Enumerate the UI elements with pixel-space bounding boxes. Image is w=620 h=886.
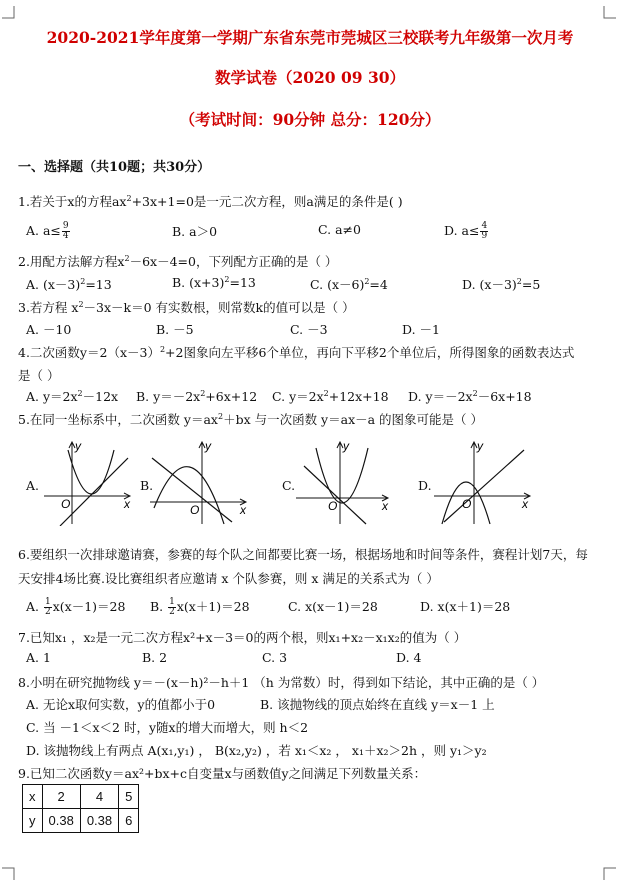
table-cell: 5 — [119, 785, 139, 809]
corner-mark-top-right — [602, 6, 616, 20]
axis-y-label: y — [75, 439, 81, 453]
q8-option-c: C. 当 －1＜x＜2 时，y随x的增大而增大，则 h＜2 — [26, 720, 309, 735]
axis-x-label: x — [240, 503, 246, 517]
question-7-stem: 7.已知x₁ ，x₂是一元二次方程x²+x－3＝0的两个根，则x₁+x₂－x₁x₂的值为（ ） — [18, 630, 467, 645]
table-row — [23, 785, 139, 809]
table-cell: 0.38 — [42, 809, 80, 833]
q6-option-d: D. x(x＋1)＝28 — [420, 599, 511, 614]
q1-option-d: D. a≤ $\frac{4}{9}$ — [444, 221, 488, 241]
question-2-stem: 2.用配方法解方程$x^2-6x-4=0$，下列配方正确的是（ ） — [18, 254, 338, 269]
corner-mark-bottom-left — [2, 866, 16, 880]
table-cell: 6 — [119, 809, 139, 833]
origin-label: O — [462, 497, 472, 511]
q3-option-b: B. －5 — [156, 322, 194, 337]
q3-option-a: A. －10 — [26, 322, 72, 337]
q6-option-b: B. $\frac{1}{2}$ x(x＋1)＝28 — [150, 597, 250, 617]
q8-option-d: D. 该抛物线上有两点 A(x₁,y₁) ， B(x₂,y₂) ，若 x₁＜x₂ ， x₁＋x₂＞2h ，则 y₁＞y₂ — [26, 743, 487, 758]
q5-option-d-label: D. — [418, 478, 432, 493]
table-cell: 4 — [80, 785, 118, 809]
question-8-stem: 8.小明在研究抛物线 y＝－(x－h)²－h＋1 （h 为常数）时，得到如下结论，其中正确的是（ ） — [18, 675, 545, 690]
q3-option-d: D. －1 — [402, 322, 440, 337]
corner-mark-top-left — [2, 6, 16, 20]
q1-option-a: A. a≤ $\frac{9}{4}$ — [26, 221, 69, 241]
q5-option-b-label: B. — [140, 478, 154, 493]
q5-option-c-label: C. — [282, 478, 296, 493]
origin-label: O — [190, 503, 200, 517]
q5-graph-c — [296, 438, 392, 526]
q2-option-b: B. $(x+3)^2=13$ — [172, 275, 256, 290]
q1-option-b: B. a＞0 — [172, 224, 218, 239]
table-cell: x — [23, 785, 43, 809]
axis-x-label: x — [522, 497, 528, 511]
origin-label: O — [61, 497, 71, 511]
question-5-stem: 5.在同一坐标系中，二次函数 $y=ax^2+bx$ 与一次函数 y＝ax－a 的图象可能是（ ） — [18, 412, 484, 427]
section-heading: 一、选择题（共10题；共30分） — [18, 160, 211, 175]
question-9-stem: 9.已知二次函数y＝ax²+bx+c自变量x与函数值y之间满足下列数量关系： — [18, 766, 427, 781]
axis-x-label: x — [382, 499, 388, 513]
q4-option-a: A. $y=2x^2-12x$ — [26, 389, 119, 404]
question-3-stem: 3.若方程 $x^2-3x-k=0$ 有实数根，则常数k的值可以是（ ） — [18, 300, 355, 315]
q5-graph-b — [150, 438, 250, 526]
q4-option-c: C. $y=2x^2+12x+18$ — [272, 389, 389, 404]
axis-y-label: y — [477, 439, 483, 453]
q8-option-a: A. 无论x取何实数，y的值都小于0 — [26, 697, 216, 712]
axis-y-label: y — [343, 439, 349, 453]
q2-option-d: D. $(x-3)^2=5$ — [462, 277, 541, 292]
q3-option-c: C. －3 — [290, 322, 328, 337]
q2-option-a: A. $(x-3)^2=13$ — [26, 277, 112, 292]
question-6-stem-line1: 6.要组织一次排球邀请赛，参赛的每个队之间都要比赛一场，根据场地和时间等条件，赛程计划7天，每 — [18, 547, 588, 562]
q5-graph-a — [44, 438, 134, 526]
question-4-stem: 4.二次函数$y=2(x-3)^2+2$图象向左平移6个单位，再向下平移2个单位后，所得图象的函数表达式 — [18, 345, 575, 360]
origin-label: O — [328, 499, 338, 513]
exam-time-score: （考试时间：90分钟 总分：120分） — [179, 110, 441, 129]
q7-option-d: D. 4 — [396, 650, 422, 665]
q8-option-b: B. 该抛物线的顶点始终在直线 y＝x－1 上 — [260, 697, 495, 712]
q1-option-c: C. a≠0 — [318, 222, 361, 237]
q6-option-a: A. $\frac{1}{2}$ x(x－1)＝28 — [26, 597, 126, 617]
q9-value-table — [22, 784, 139, 833]
q5-graph-d — [434, 438, 534, 526]
table-cell: y — [23, 809, 43, 833]
q7-option-b: B. 2 — [142, 650, 168, 665]
q7-option-a: A. 1 — [26, 650, 51, 665]
table-cell: 2 — [42, 785, 80, 809]
question-4-stem-cont: 是（ ） — [18, 368, 60, 383]
table-cell: 0.38 — [80, 809, 118, 833]
corner-mark-bottom-right — [602, 866, 616, 880]
exam-subtitle: 数学试卷（2020 09 30） — [214, 68, 406, 87]
question-6-stem-line2: 天安排4场比赛.设比赛组织者应邀请 x 个队参赛，则 x 满足的关系式为（ ） — [18, 571, 439, 586]
axis-x-label: x — [124, 497, 130, 511]
q7-option-c: C. 3 — [262, 650, 288, 665]
axis-y-label: y — [205, 439, 211, 453]
question-1-stem: 1.若关于x的方程$ax^2+3x+1=0$是一元二次方程，则a满足的条件是( ) — [18, 194, 403, 209]
q5-option-a-label: A. — [26, 478, 40, 493]
q6-option-c: C. x(x－1)＝28 — [288, 599, 378, 614]
q2-option-c: C. $(x-6)^2=4$ — [310, 277, 388, 292]
table-row — [23, 809, 139, 833]
exam-title: 2020-2021学年度第一学期广东省东莞市莞城区三校联考九年级第一次月考 — [46, 28, 574, 47]
q4-option-b: B. $y=-2x^2+6x+12$ — [136, 389, 258, 404]
q4-option-d: D. $y=-2x^2-6x+18$ — [408, 389, 532, 404]
